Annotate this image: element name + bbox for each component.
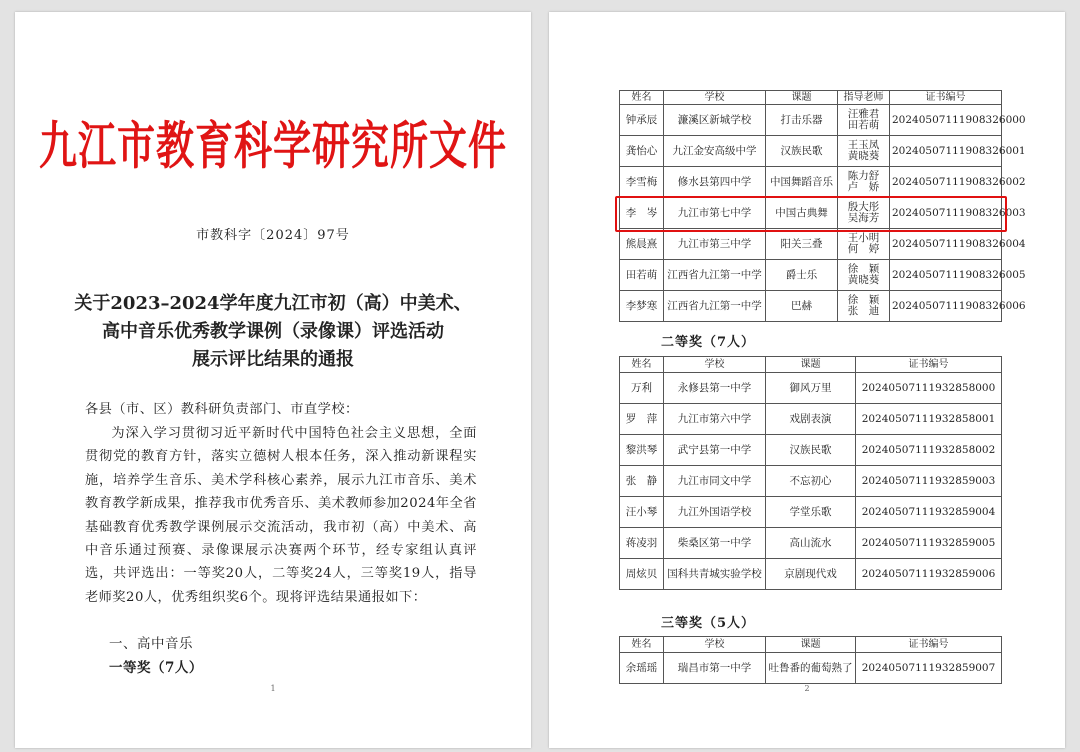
table-row (620, 466, 1002, 497)
school-cell: 江西省九江第一中学 (664, 260, 766, 291)
name-cell: 钟承辰 (620, 105, 664, 136)
advisor-name: 吴海芳 (847, 212, 880, 224)
school-cell: 柴桑区第一中学 (664, 528, 766, 559)
certificate-number-cell: 20240507111908326002 (890, 167, 1002, 198)
advisor-name: 黄晓葵 (847, 274, 880, 286)
third-prize-table (619, 636, 1002, 684)
name-cell: 周炫贝 (620, 559, 664, 590)
column-header: 证书编号 (890, 91, 1002, 105)
advisor-cell (838, 229, 890, 260)
advisor-cell (838, 105, 890, 136)
document-page-2 (549, 12, 1065, 748)
topic-cell: 爵士乐 (766, 260, 838, 291)
table-row (620, 167, 1002, 198)
column-header: 证书编号 (856, 357, 1002, 373)
advisor-cell (838, 291, 890, 322)
title-line: 高中音乐优秀教学课例（录像课）评选活动 (102, 321, 444, 342)
topic-cell: 高山流水 (766, 528, 856, 559)
table-header-row (620, 637, 1002, 653)
second-prize-table (619, 356, 1002, 590)
school-cell: 永修县第一中学 (664, 373, 766, 404)
topic-cell: 学堂乐歌 (766, 497, 856, 528)
column-header: 姓名 (620, 637, 664, 653)
column-header: 学校 (664, 637, 766, 653)
section-heading: 一、高中音乐 (109, 636, 193, 652)
school-cell: 九江金安高级中学 (664, 136, 766, 167)
table-row (620, 136, 1002, 167)
advisor-name: 汪雅君 (847, 108, 880, 120)
advisor-name: 徐 颖 (847, 263, 880, 275)
title-line: 展示评比结果的通报 (192, 349, 354, 370)
school-cell: 武宁县第一中学 (664, 435, 766, 466)
advisor-cell (838, 260, 890, 291)
table-row (620, 653, 1002, 684)
name-cell: 李 岑 (620, 198, 664, 229)
certificate-number-cell: 20240507111932859007 (856, 653, 1002, 684)
advisor-cell (838, 136, 890, 167)
column-header: 课题 (766, 637, 856, 653)
name-cell: 熊晨熹 (620, 229, 664, 260)
school-cell: 瑞昌市第一中学 (664, 653, 766, 684)
advisor-name: 陈力舒 (847, 170, 880, 182)
table-row (620, 559, 1002, 590)
certificate-number-cell: 20240507111932859003 (856, 466, 1002, 497)
highlight-box (615, 196, 1007, 232)
salutation: 各县（市、区）教科研负责部门、市直学校： (85, 402, 359, 417)
document-title (15, 290, 531, 374)
certificate-number-cell: 20240507111908326004 (890, 229, 1002, 260)
certificate-number-cell: 20240507111908326000 (890, 105, 1002, 136)
school-cell: 九江外国语学校 (664, 497, 766, 528)
topic-cell: 中国舞蹈音乐 (766, 167, 838, 198)
certificate-number-cell: 20240507111932858002 (856, 435, 1002, 466)
document-number: 市教科字〔2024〕97号 (196, 228, 350, 243)
topic-cell: 打击乐器 (766, 105, 838, 136)
table-header-row (620, 357, 1002, 373)
table-row (620, 528, 1002, 559)
table-row (620, 373, 1002, 404)
page-number: 2 (804, 684, 810, 693)
topic-cell: 汉族民歌 (766, 136, 838, 167)
name-cell: 张 静 (620, 466, 664, 497)
certificate-number-cell: 20240507111908326001 (890, 136, 1002, 167)
column-header: 姓名 (620, 91, 664, 105)
topic-cell: 阳关三叠 (766, 229, 838, 260)
topic-cell: 巴赫 (766, 291, 838, 322)
name-cell: 田若萌 (620, 260, 664, 291)
table-row (620, 404, 1002, 435)
topic-cell: 吐鲁番的葡萄熟了 (766, 653, 856, 684)
school-cell: 国科共青城实验学校 (664, 559, 766, 590)
advisor-name: 张 迪 (847, 305, 880, 317)
advisor-cell (838, 167, 890, 198)
column-header: 姓名 (620, 357, 664, 373)
name-cell: 汪小琴 (620, 497, 664, 528)
column-header: 学校 (664, 91, 766, 105)
name-cell: 万利 (620, 373, 664, 404)
page-number: 1 (270, 684, 276, 693)
topic-cell: 中国古典舞 (766, 198, 838, 229)
advisor-name: 王小明 (847, 232, 880, 244)
name-cell: 黎洪琴 (620, 435, 664, 466)
table-row (620, 291, 1002, 322)
name-cell: 余瑶瑶 (620, 653, 664, 684)
name-cell: 蒋凌羽 (620, 528, 664, 559)
column-header: 课题 (766, 91, 838, 105)
topic-cell: 御风万里 (766, 373, 856, 404)
table-header-row (620, 91, 1002, 105)
table-row (620, 497, 1002, 528)
table-row (620, 435, 1002, 466)
topic-cell: 不忘初心 (766, 466, 856, 497)
advisor-name: 王玉凤 (847, 139, 880, 151)
advisor-name: 何 婷 (847, 243, 880, 255)
certificate-number-cell: 20240507111932859004 (856, 497, 1002, 528)
advisor-name: 黄晓葵 (847, 150, 880, 162)
advisor-name: 徐 颖 (847, 294, 880, 306)
school-cell: 濂溪区新城学校 (664, 105, 766, 136)
advisor-name: 殷大彤 (847, 201, 880, 213)
school-cell: 修水县第四中学 (664, 167, 766, 198)
title-line: 关于2023–2024学年度九江市初（高）中美术、 (74, 293, 472, 314)
advisor-name: 田若萌 (847, 119, 880, 131)
topic-cell: 戏剧表演 (766, 404, 856, 435)
certificate-number-cell: 20240507111932858001 (856, 404, 1002, 435)
table-row (620, 260, 1002, 291)
advisor-name: 卢 娇 (847, 181, 880, 193)
subsection-heading: 一等奖（7人） (109, 660, 203, 676)
certificate-number-cell: 20240507111908326005 (890, 260, 1002, 291)
third-prize-title: 三等奖（5人） (661, 616, 756, 631)
body-paragraph: 为深入学习贯彻习近平新时代中国特色社会主义思想，全面贯彻党的教育方针，落实立德树人根本任务，深入推动新课程实施，培养学生音乐、美术学科核心素养，展示九江市音乐、美术教育教学新成果，推荐我市优秀音乐、美术教师参加2024年全省基础教育优秀教学课例展示交流活动，我市初（高）中美术、高中音乐通过预赛、录像课展示决赛两个环节，经专家组认真评选，共评选出：一等奖20人，二等奖24人，三等奖19人，指导老师奖20人，优秀组织奖6个。现将评选结果通报如下： (85, 426, 477, 605)
document-page-1 (15, 12, 531, 748)
column-header: 学校 (664, 357, 766, 373)
name-cell: 李雪梅 (620, 167, 664, 198)
column-header: 指导老师 (838, 91, 890, 105)
school-cell: 江西省九江第一中学 (664, 291, 766, 322)
certificate-number-cell: 20240507111932859006 (856, 559, 1002, 590)
table-row (620, 229, 1002, 260)
topic-cell: 汉族民歌 (766, 435, 856, 466)
name-cell: 龚怡心 (620, 136, 664, 167)
table-row (620, 105, 1002, 136)
name-cell: 李梦寒 (620, 291, 664, 322)
name-cell: 罗 萍 (620, 404, 664, 435)
certificate-number-cell: 20240507111908326003 (890, 198, 1002, 229)
school-cell: 九江市第三中学 (664, 229, 766, 260)
column-header: 证书编号 (856, 637, 1002, 653)
school-cell: 九江市同文中学 (664, 466, 766, 497)
certificate-number-cell: 20240507111932858000 (856, 373, 1002, 404)
second-prize-title: 二等奖（7人） (661, 335, 756, 350)
topic-cell: 京剧现代戏 (766, 559, 856, 590)
document-header: 九江市教育科学研究所文件 (38, 114, 507, 176)
column-header: 课题 (766, 357, 856, 373)
school-cell: 九江市第六中学 (664, 404, 766, 435)
certificate-number-cell: 20240507111908326006 (890, 291, 1002, 322)
school-cell: 九江市第七中学 (664, 198, 766, 229)
certificate-number-cell: 20240507111932859005 (856, 528, 1002, 559)
